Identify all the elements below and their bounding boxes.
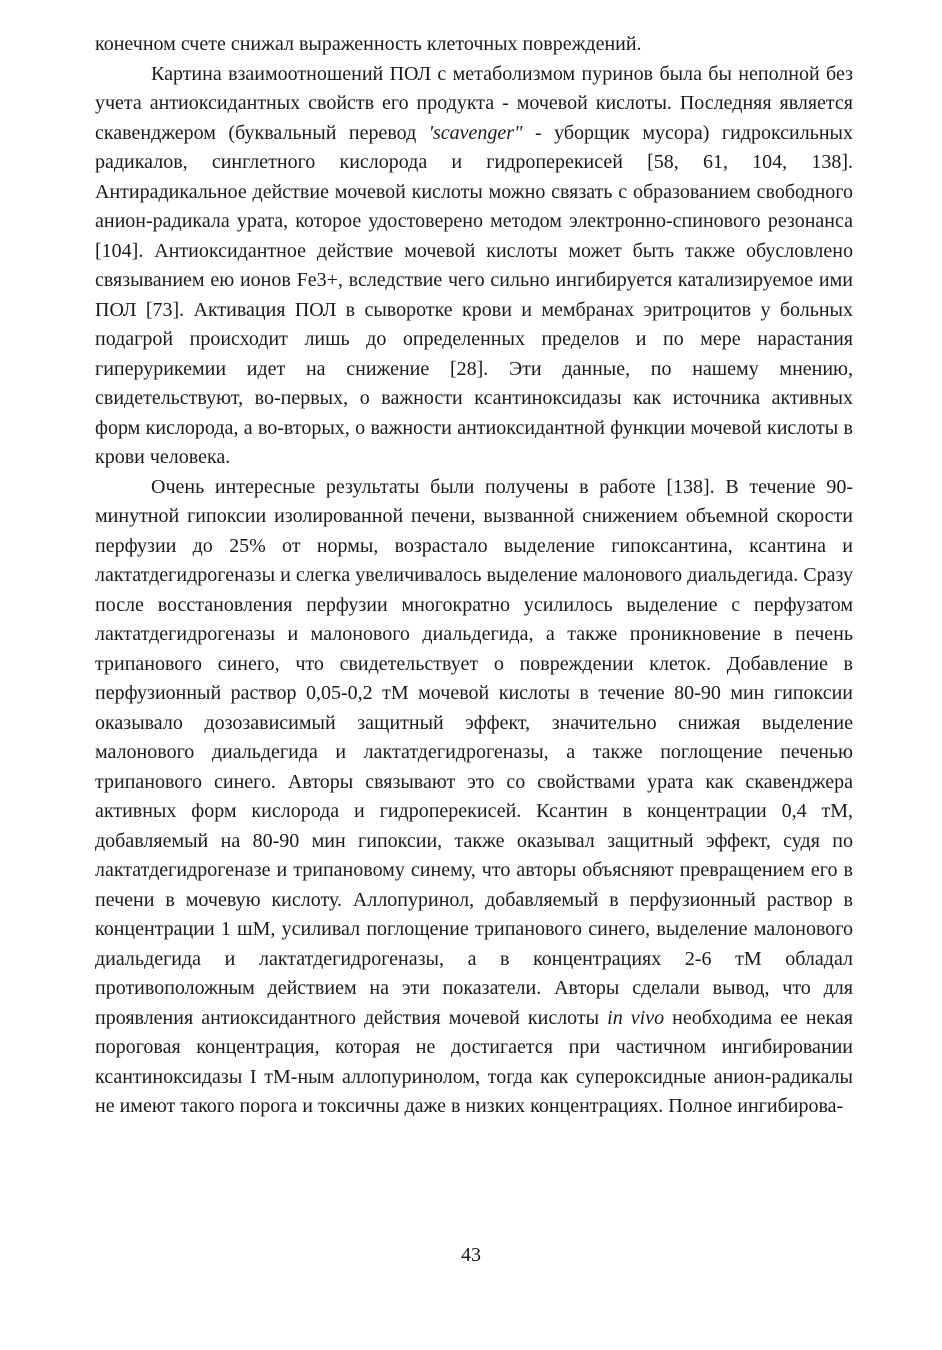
- text-run: Картина взаимоотношений ПОЛ с метаболизмом пуринов была бы неполной без учета антиоксидантных свойств его продукта - мочевой кислоты. Последняя является скавенджером (буквальный перевод: [95, 62, 853, 144]
- italic-text: in vivo: [607, 1006, 665, 1029]
- italic-text: 'scavenger": [428, 121, 523, 144]
- text-run: Очень интересные результаты были получены в работе [138]. В течение 90-минутной гипоксии изолированной печени, вызванной снижением объемной скорости перфузии до 25% от нормы, возрастало выделение гипоксантина, ксантина и лактатдегидрогеназы и слегка увеличивалось выделение малонового диальдегида. Сразу после восстановления перфузии многократно усилилось выделение с перфузатом лактатдегидрогеназы и малонового диальдегида, а также проникновение в печень трипанового синего, что свидетельствует о повреждении клеток. Добавление в перфузионный раствор 0,05-0,2 тМ мочевой кислоты в течение 80-90 мин гипоксии оказывало дозозависимый защитный эффект, значительно снижая выделение малонового диальдегида и лактатдегидрогеназы, а также поглощение печенью трипанового синего. Авторы связывают это со свойствами урата как скавенджера активных форм кислорода и гидроперекисей. Ксантин в концентрации 0,4 тМ, добавляемый на 80-90 мин гипоксии, также оказывал защитный эффект, судя по лактатдегидрогеназе и трипановому синему, что авторы объясняют превращением его в печени в мочевую кислоту. Аллопуринол, добавляемый в перфузионный раствор в концентрации 1 шМ, усиливал поглощение трипанового синего, выделение малонового диальдегида и лактатдегидрогеназы, а в концентрациях 2-6 тМ обладал противоположным действием на эти показатели. Авторы сделали вывод, что для проявления антиоксидантного действия мочевой кислоты: [95, 475, 853, 1029]
- page-number: 43: [461, 1244, 481, 1266]
- text-run: необходима ее некая пороговая концентрация, которая не достигается при частичном ингибировании ксантиноксидазы I тМ-ным аллопуринолом, тогда как супероксидные анион-радикалы не имеют такого порога и токсичны даже в низких концентрациях. Полное ингибирова-: [95, 1006, 853, 1117]
- paragraph: [95, 473, 853, 1122]
- paragraph: [95, 30, 853, 60]
- body-text: [95, 30, 853, 1122]
- text-run: конечном счете снижал выраженность клеточных повреждений.: [95, 33, 642, 55]
- paragraph: [95, 60, 853, 473]
- text-run: - уборщик мусора) гидроксильных радикалов, синглетного кислорода и гидроперекисей [58, 61, 104, 138]. Антирадикальное действие мочевой кислоты можно связать с образованием свободного анион-радикала урата, которое удостоверено методом электронно-спинового резонанса [104]. Антиоксидантное действие мочевой кислоты может быть также обусловлено связыванием ею ионов Fe3+, вследствие чего сильно ингибируется катализируемое ими ПОЛ [73]. Активация ПОЛ в сыворотке крови и мембранах эритроцитов у больных подагрой происходит лишь до определенных пределов и по мере нарастания гиперурикемии идет на снижение [28]. Эти данные, по нашему мнению, свидетельствуют, во-первых, о важности ксантиноксидазы как источника активных форм кислорода, а во-вторых, о важности антиоксидантной функции мочевой кислоты в крови человека.: [95, 121, 853, 468]
